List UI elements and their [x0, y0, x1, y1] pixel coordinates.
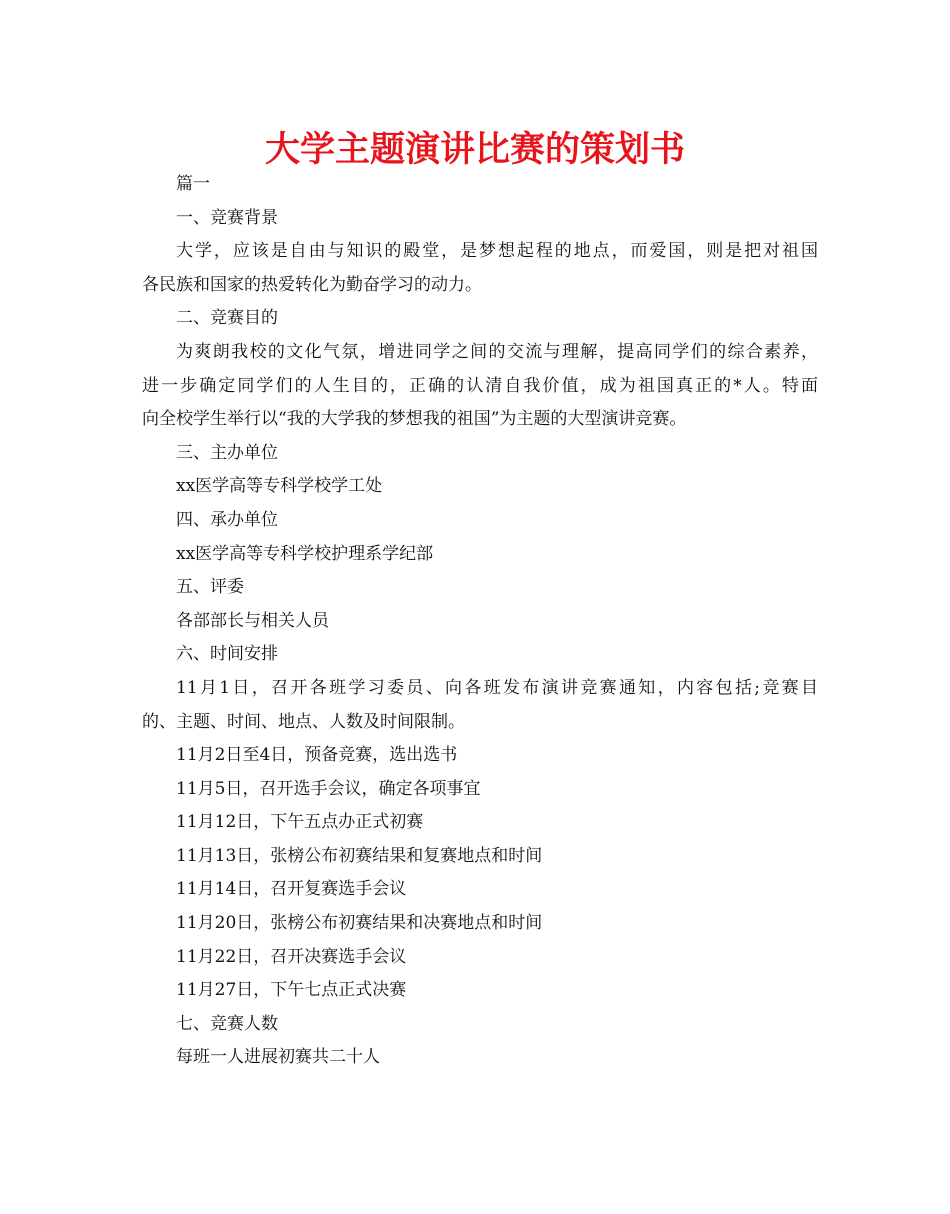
text-line: 四、承办单位: [176, 509, 278, 530]
text-line: 11月12日，下午五点办正式初赛: [176, 812, 424, 833]
text-line: 11月1日，召开各班学习委员、向各班发布演讲竞赛通知，内容包括;竞赛目: [176, 677, 818, 698]
text-line: 一、竞赛背景: [176, 207, 278, 228]
text-line: 向全校学生举行以“我的大学我的梦想我的祖国”为主题的大型演讲竞赛。: [142, 409, 687, 430]
text-line: xx医学高等专科学校学工处: [176, 476, 383, 497]
text-line: 二、竞赛目的: [176, 308, 278, 329]
text-line: 11月2日至4日，预备竞赛，选出选书: [176, 745, 458, 766]
document-title: 大学主题演讲比赛的策划书: [264, 130, 685, 170]
text-line: xx医学高等专科学校护理系学纪部: [176, 543, 434, 564]
text-line: 为爽朗我校的文化气氛，增进同学之间的交流与理解，提高同学们的综合素养，: [176, 341, 818, 362]
text-line: 篇一: [176, 174, 210, 194]
text-line: 七、竞赛人数: [176, 1013, 278, 1034]
text-line: 大学，应该是自由与知识的殿堂，是梦想起程的地点，而爱国，则是把对祖国: [176, 241, 818, 262]
text-line: 的、主题、时间、地点、人数及时间限制。: [142, 711, 465, 732]
text-line: 11月20日，张榜公布初赛结果和决赛地点和时间: [176, 913, 543, 934]
text-line: 各民族和国家的热爱转化为勤奋学习的动力。: [142, 274, 482, 295]
text-line: 六、时间安排: [176, 644, 278, 665]
text-line: 11月22日，召开决赛选手会议: [176, 946, 407, 967]
text-line: 11月5日，召开选手会议，确定各项事宜: [176, 778, 481, 799]
text-line: 各部部长与相关人员: [176, 610, 329, 631]
text-line: 11月14日，召开复赛选手会议: [176, 879, 407, 900]
text-line: 11月13日，张榜公布初赛结果和复赛地点和时间: [176, 845, 543, 866]
document-body: [142, 168, 818, 1075]
text-line: 11月27日，下午七点正式决赛: [176, 980, 407, 1001]
text-line: 进一步确定同学们的人生目的，正确的认清自我价值，成为祖国真正的*人。特面: [142, 375, 818, 396]
text-line: 三、主办单位: [176, 442, 278, 463]
text-line: 每班一人进展初赛共二十人: [176, 1047, 380, 1068]
text-line: 五、评委: [176, 577, 244, 598]
